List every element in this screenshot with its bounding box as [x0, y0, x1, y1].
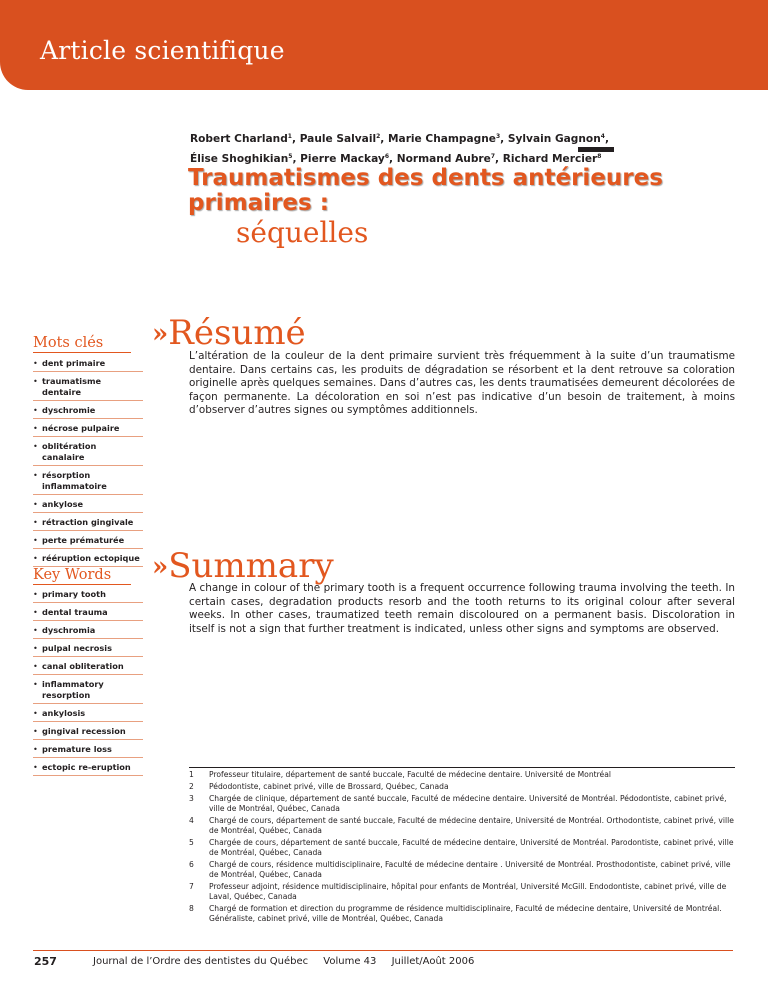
resume-heading: [152, 313, 306, 353]
footnote-number: 4: [189, 816, 194, 825]
footnote: [189, 904, 735, 924]
keyword-text: dent primaire: [42, 358, 106, 368]
keyword-text: pulpal necrosis: [42, 643, 112, 653]
keyword-item: [33, 551, 143, 567]
keyword-text: traumatisme dentaire: [42, 376, 102, 397]
keywords-en-list: [33, 587, 143, 778]
journal-date: Juillet/Août 2006: [391, 956, 475, 967]
keyword-item: [33, 587, 143, 603]
keyword-item: [33, 515, 143, 531]
keyword-text: dental trauma: [42, 607, 108, 617]
keyword-item: [33, 742, 143, 758]
keyword-text: rétraction gingivale: [42, 517, 134, 527]
author-affiliation-number: 7: [490, 153, 496, 160]
footnote-text: Chargée de cours, département de santé buccale, Faculté de médecine dentaire, Université de Montréal. Parodontiste, cabinet privé, ville de Montréal, Québec, Canada: [209, 838, 734, 857]
keyword-text: dyschromie: [42, 405, 96, 415]
keyword-item: [33, 421, 143, 437]
author-separator: ,: [495, 153, 503, 165]
bullet-icon: •: [33, 376, 38, 386]
keywords-fr-list: [33, 356, 143, 569]
summary-heading: [152, 546, 334, 586]
keyword-text: inflammatory resorption: [42, 679, 104, 700]
keyword-item: [33, 623, 143, 639]
bullet-icon: •: [33, 744, 38, 754]
author-affiliation-number: 2: [376, 133, 381, 140]
footnote-number: 7: [189, 882, 194, 891]
section-banner: [0, 0, 768, 90]
keyword-item: [33, 439, 143, 466]
keyword-text: perte prématurée: [42, 535, 125, 545]
author-name: Paule Salvail: [299, 133, 377, 145]
keyword-item: [33, 468, 143, 495]
keyword-text: ankylose: [42, 499, 83, 509]
bullet-icon: •: [33, 358, 38, 368]
keyword-text: gingival recession: [42, 726, 126, 736]
footnote: [189, 816, 735, 836]
bullet-icon: •: [33, 535, 38, 545]
bullet-icon: •: [33, 423, 38, 433]
footnote-number: 3: [189, 794, 194, 803]
keyword-item: [33, 356, 143, 372]
bullet-icon: •: [33, 553, 38, 563]
footnote: [189, 860, 735, 880]
author-list: [190, 128, 610, 168]
article-subtitle: séquelles: [236, 216, 369, 249]
author-name: Normand Aubre: [396, 153, 491, 165]
author-separator: ,: [380, 133, 388, 145]
bullet-icon: •: [33, 589, 38, 599]
author-name: Pierre Mackay: [300, 153, 385, 165]
author-line-1: [190, 128, 610, 148]
footnote: [189, 770, 735, 780]
author-accent-bar: [578, 147, 614, 152]
author-affiliation-number: 3: [495, 133, 501, 140]
author-name: Marie Champagne: [388, 133, 496, 145]
keyword-text: ankylosis: [42, 708, 86, 718]
author-name: Robert Charland: [190, 133, 288, 145]
keyword-item: [33, 403, 143, 419]
keywords-en-heading: Key Words: [33, 567, 131, 585]
keyword-item: [33, 659, 143, 675]
chevron-icon: »: [152, 319, 169, 349]
footnote-text: Chargée de clinique, département de santé buccale, Faculté de médecine dentaire. Université de Montréal. Pédodontiste, cabinet privé, ville de Montréal, Québec, Canada: [209, 794, 727, 813]
keyword-item: [33, 724, 143, 740]
footnote-number: 8: [189, 904, 194, 913]
footnote-text: Chargé de formation et direction du programme de résidence multidisciplinaire, Faculté de médecine dentaire, Université de Montréal. Généraliste, cabinet privé, ville de Montréal, Québec, Canada: [209, 904, 722, 923]
footnote: [189, 838, 735, 858]
footnote-text: Pédodontiste, cabinet privé, ville de Brossard, Québec, Canada: [209, 782, 449, 791]
bullet-icon: •: [33, 708, 38, 718]
summary-text: A change in colour of the primary tooth is a frequent occurrence following trauma involving the teeth. In certain cases, degradation products resorb and the tooth returns to its original colour after several weeks. In other cases, traumatized teeth remain discoloured on a permanent basis. Discoloration in itself is not a sign that further treatment is indicated, unless other signs and symptoms are observed.: [189, 582, 735, 635]
footnotes-divider: [189, 767, 735, 768]
keyword-item: [33, 374, 143, 401]
footnote-number: 5: [189, 838, 194, 847]
footnote: [189, 882, 735, 902]
bullet-icon: •: [33, 607, 38, 617]
keyword-item: [33, 706, 143, 722]
footnote-number: 2: [189, 782, 194, 791]
bullet-icon: •: [33, 405, 38, 415]
keyword-text: primary tooth: [42, 589, 106, 599]
keyword-text: ectopic re-eruption: [42, 762, 131, 772]
author-affiliation-number: 1: [287, 133, 292, 140]
keyword-text: dyschromia: [42, 625, 96, 635]
keyword-text: canal obliteration: [42, 661, 124, 671]
author-name: Sylvain Gagnon: [507, 133, 601, 145]
keyword-item: [33, 760, 143, 776]
author-separator: ,: [291, 133, 300, 145]
bullet-icon: •: [33, 661, 38, 671]
journal-name: Journal de l’Ordre des dentistes du Québec: [93, 956, 309, 967]
keyword-item: [33, 605, 143, 621]
footnote-text: Professeur titulaire, département de santé buccale, Faculté de médecine dentaire. Université de Montréal: [209, 770, 611, 779]
section-label: Article scientifique: [40, 36, 285, 65]
footer-divider: [33, 950, 733, 951]
bullet-icon: •: [33, 643, 38, 653]
keyword-item: [33, 533, 143, 549]
author-affiliation-number: 8: [597, 153, 602, 160]
author-affiliation-number: 6: [384, 153, 390, 160]
keyword-text: premature loss: [42, 744, 112, 754]
author-separator: ,: [389, 153, 397, 165]
footnotes: [189, 770, 735, 926]
author-name: Élise Shoghikian: [190, 153, 289, 165]
resume-text: L’altération de la couleur de la dent primaire survient très fréquemment à la suite d’un traumatisme dentaire. Dans certains cas, les produits de dégradation se résorbent et la dent retrouve sa coloration originelle après quelques semaines. Dans d’autres cas, les dents traumatisées demeurent décolorées de façon permanente. La décoloration en soi n’est pas indicative d’un besoin de traitement, à moins d’observer d’autres signes ou symptômes additionnels.: [189, 350, 735, 417]
keyword-text: rééruption ectopique: [42, 553, 140, 563]
journal-volume: Volume 43: [323, 956, 377, 967]
author-separator: ,: [500, 133, 508, 145]
bullet-icon: •: [33, 441, 38, 451]
footnote-text: Chargé de cours, département de santé buccale, Faculté de médecine dentaire, Université de Montréal. Orthodontiste, cabinet privé, ville de Montréal, Québec, Canada: [209, 816, 734, 835]
bullet-icon: •: [33, 499, 38, 509]
footnote-text: Professeur adjoint, résidence multidisciplinaire, hôpital pour enfants de Montréal, Université McGill. Endodontiste, cabinet privé, ville de Laval, Québec, Canada: [209, 882, 727, 901]
author-separator: ,: [604, 133, 609, 145]
keyword-item: [33, 641, 143, 657]
keyword-item: [33, 497, 143, 513]
keyword-text: nécrose pulpaire: [42, 423, 120, 433]
footnote: [189, 794, 735, 814]
bullet-icon: •: [33, 470, 38, 480]
keywords-fr-heading: Mots clés: [33, 335, 131, 353]
author-affiliation-number: 4: [600, 133, 605, 140]
author-affiliation-number: 5: [288, 153, 293, 160]
bullet-icon: •: [33, 679, 38, 689]
summary-heading-text: Summary: [168, 546, 334, 586]
footnote: [189, 782, 735, 792]
journal-info: [93, 956, 486, 967]
bullet-icon: •: [33, 517, 38, 527]
footnote-number: 6: [189, 860, 194, 869]
author-name: Richard Mercier: [502, 153, 598, 165]
keyword-text: oblitération canalaire: [42, 441, 97, 462]
bullet-icon: •: [33, 726, 38, 736]
keyword-text: résorption inflammatoire: [42, 470, 107, 491]
bullet-icon: •: [33, 625, 38, 635]
page-number: 257: [34, 955, 57, 968]
bullet-icon: •: [33, 762, 38, 772]
footnote-number: 1: [189, 770, 194, 779]
article-title: Traumatismes des dents antérieures primaires :: [188, 165, 663, 216]
chevron-icon: »: [152, 552, 169, 582]
resume-heading-text: Résumé: [168, 313, 306, 353]
author-separator: ,: [292, 153, 301, 165]
footnote-text: Chargé de cours, résidence multidisciplinaire, Faculté de médecine dentaire . Université de Montréal. Prosthodontiste, cabinet privé, ville de Montréal, Québec, Canada: [209, 860, 731, 879]
keyword-item: [33, 677, 143, 704]
